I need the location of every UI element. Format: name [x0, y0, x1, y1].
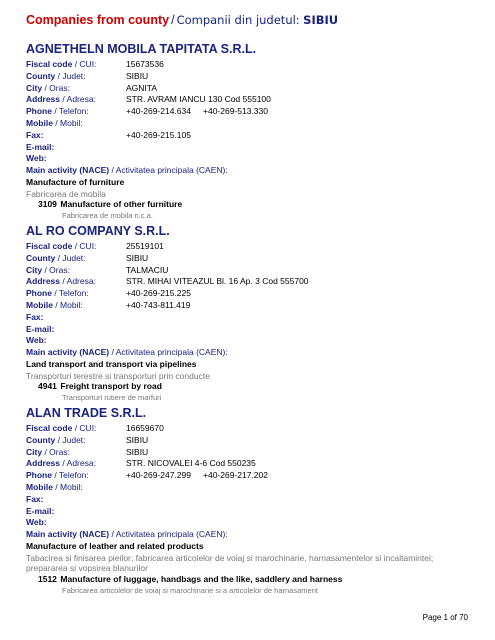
email-row: E-mail:	[26, 141, 55, 152]
address-row: Address / Adresa: STR. MIHAI VITEAZUL Bl. 16 Ap. 3 Cod 555700	[26, 276, 309, 287]
activity-title: Manufacture of leather and related products	[26, 540, 204, 551]
mobile-row: Mobile / Mobil:	[26, 481, 83, 492]
title-en: Companies from county	[26, 13, 170, 27]
city-row: City / Oras: AGNITA	[26, 82, 158, 93]
fiscal-code-row: Fiscal code / CUI: 25519101	[26, 241, 164, 251]
county-row: County / Judet: SIBIU	[26, 252, 149, 263]
fiscal-code-row: Fiscal code / CUI: 15673536	[26, 59, 164, 69]
phone-row: Phone / Telefon: +40-269-215.225	[26, 288, 191, 299]
activity-heading: Main activity (NACE) / Activitatea principala (CAEN):	[26, 165, 228, 176]
nace-ro: Fabricarea articolelor de voiaj si marochinarie si a articolelor de harnasament	[62, 585, 318, 595]
nace-ro: Fabricarea de mobila n.c.a.	[62, 211, 153, 221]
email-row: E-mail:	[26, 505, 55, 516]
fax-row: Fax: +40-269-215.105	[26, 129, 191, 140]
activity-title: Manufacture of furniture	[26, 176, 125, 187]
company-name: AL RO COMPANY S.R.L.	[26, 224, 170, 238]
phone-row: Phone / Telefon: +40-269-214.634 +40-269-513.330	[26, 106, 268, 117]
nace-line: 4941 Freight transport by road	[38, 381, 162, 392]
mobile-row: Mobile / Mobil: +40-743-811.419	[26, 299, 191, 310]
city-row: City / Oras: SIBIU	[26, 446, 149, 457]
title-separator: /	[171, 13, 175, 27]
activity-ro: Fabricarea de mobila	[26, 188, 106, 199]
city-row: City / Oras: TALMACIU	[26, 264, 169, 275]
nace-ro: Transporturi rutiere de marfuri	[62, 393, 162, 403]
phone-row: Phone / Telefon: +40-269-247.299 +40-269-217.202	[26, 470, 268, 481]
county-row: County / Judet: SIBIU	[26, 434, 149, 445]
company-card	[26, 222, 476, 403]
nace-line: 3109 Manufacture of other furniture	[38, 199, 183, 210]
mobile-row: Mobile / Mobil:	[26, 117, 83, 128]
fiscal-code-row: Fiscal code / CUI: 16659670	[26, 423, 164, 433]
fax-row: Fax:	[26, 311, 44, 322]
email-row: E-mail:	[26, 323, 55, 334]
title-ro: Companii din judetul:	[176, 13, 300, 27]
address-row: Address / Adresa: STR. AVRAM IANCU 130 Cod 555100	[26, 94, 271, 105]
county-name: SIBIU	[303, 13, 339, 27]
fax-row: Fax:	[26, 493, 44, 504]
activity-heading: Main activity (NACE) / Activitatea principala (CAEN):	[26, 347, 228, 358]
company-card	[26, 404, 476, 596]
activity-heading: Main activity (NACE) / Activitatea principala (CAEN):	[26, 529, 228, 540]
web-row: Web:	[26, 517, 47, 528]
company-card	[26, 40, 476, 221]
nace-line: 1512 Manufacture of luggage, handbags and the like, saddlery and harness	[38, 573, 343, 584]
activity-ro: Transporturi terestre si transporturi prin conducte	[26, 370, 210, 381]
page-number: Page 1 of 70	[422, 613, 468, 622]
county-row: County / Judet: SIBIU	[26, 70, 149, 81]
page-title	[26, 13, 338, 27]
activity-ro: Tabacirea si finisarea pieilor; fabricarea articolelor de voiaj si marochinarie, harnasamentelor si incaltamintei; prepararea si vopsirea blanurilor	[26, 552, 434, 574]
address-row: Address / Adresa: STR. NICOVALEI 4-6 Cod 550235	[26, 458, 256, 469]
web-row: Web:	[26, 335, 47, 346]
web-row: Web:	[26, 153, 47, 164]
activity-title: Land transport and transport via pipelines	[26, 358, 197, 369]
company-name: ALAN TRADE S.R.L.	[26, 406, 147, 420]
company-name: AGNETHELN MOBILA TAPITATA S.R.L.	[26, 42, 257, 56]
